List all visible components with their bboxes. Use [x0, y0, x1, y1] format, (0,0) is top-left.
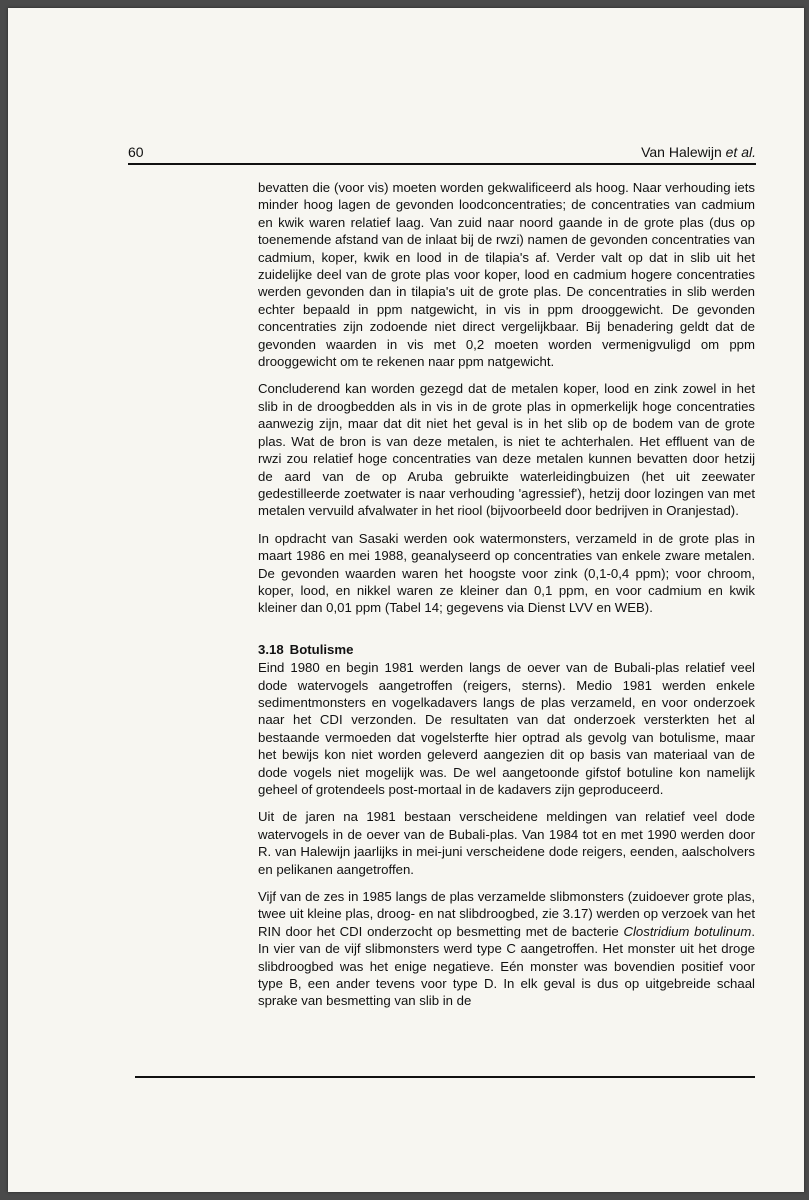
- paragraph-text: . In vier van de vijf slibmonsters werd type C aangetroffen. Het monster uit het droge slibdroogbed was het enige negatieve. Eén monster was bovendien positief voor type B, een ander tevens voor type D. In elk geval is dus op uitgebreide schaal sprake van besmetting van slib in de: [258, 923, 755, 1009]
- page-number: 60: [128, 144, 144, 160]
- page-sheet: [8, 8, 804, 1192]
- header-rule: [128, 163, 756, 165]
- paragraph: Eind 1980 en begin 1981 werden langs de oever van de Bubali-plas relatief veel dode watervogels aangetroffen (reigers, sterns). Medio 1981 werden enkele sedimentmonsters en vogelkadavers langs de plas verzameld, en voor onderzoek naar het CDI verzonden. De resultaten van dat onderzoek versterkten het al bestaande vermoeden dat vogelsterfte hier optrad als gevolg van botulisme, maar het bewijs kon niet worden geleverd aangezien dit op basis van materiaal van de dode vogels niet mogelijk was. De wel aangetoonde gifstof botuline kon namelijk geheel of grotendeels post-mortaal in de kadavers zijn geproduceerd.: [258, 660, 755, 797]
- paragraph: [258, 888, 755, 1010]
- species-name: Clostridium botulinum: [623, 923, 752, 939]
- main-text: [258, 179, 755, 1020]
- paragraph: In opdracht van Sasaki werden ook watermonsters, verzameld in de grote plas in maart 1986 en mei 1988, geanalyseerd op concentraties van enkele zware metalen. De gevonden waarden waren het hoogste voor zink (0,1-0,4 ppm); voor chroom, koper, lood, en nikkel waren ze kleiner dan 0,1 ppm, en voor cadmium en kwik kleiner dan 0,01 ppm (Tabel 14; gegevens via Dienst LVV en WEB).: [258, 530, 755, 616]
- section-number: 3.18: [258, 641, 284, 657]
- page-header: [128, 144, 756, 164]
- paragraph: bevatten die (voor vis) moeten worden gekwalificeerd als hoog. Naar verhouding iets minder hoog lagen de gevonden loodconcentraties; de concentraties van cadmium en kwik waren relatief laag. Van zuid naar noord gaande in de grote plas (dus op toenemende afstand van de inlaat bij de rwzi) namen de gevonden concentraties van cadmium, koper, kwik en lood in de tilapia's af. Verder valt op dat in slib uit het zuidelijke deel van de grote plas voor koper, lood en cadmium hogere concentraties werden gevonden dan in tilapia's uit de grote plas. De concentraties in slib werden echter bepaald in ppm natgewicht, in vis in ppm drooggewicht. De gevonden concentraties zijn zodoende niet direct vergelijkbaar. Bij benadering geldt dat de gevonden waarden in vis met 0,2 moeten worden vermenigvuligd om ppm drooggewicht om te rekenen naar ppm natgewicht.: [258, 180, 755, 370]
- paragraph: Uit de jaren na 1981 bestaan verscheidene meldingen van relatief veel dode watervogels in de oever van de Bubali-plas. Van 1984 tot en met 1990 werden door R. van Halewijn jaarlijks in mei-juni verscheidene dode reigers, eenden, aalscholvers en pelikanen aangetroffen.: [258, 809, 755, 877]
- paragraph-text: Vijf van de zes in 1985 langs de plas verzamelde slibmonsters (zuidoever grote plas, twee uit kleine plas, droog- en nat slibdroogbed, zie 3.17) werden op verzoek van het RIN door het CDI onderzocht op besmetting met de bacterie: [258, 889, 755, 939]
- running-head: [641, 144, 756, 160]
- running-head-etal: et al.: [725, 144, 756, 160]
- footer-rule: [135, 1076, 755, 1078]
- section-title: Botulisme: [289, 641, 354, 657]
- running-head-author: Van Halewijn: [641, 144, 722, 160]
- section-heading: [258, 641, 755, 658]
- paragraph: Concluderend kan worden gezegd dat de metalen koper, lood en zink zowel in het slib in de droogbedden als in vis in de grote plas in opmerkelijk hoge concentraties aanwezig zijn, maar dat dit niet het geval is in het slib op de bodem van de grote plas. Wat de bron is van deze metalen, is niet te achterhalen. Het effluent van de rwzi zou relatief hoge concentraties van deze metalen kunnen bevatten door hetzij de aard van de op Aruba gebruikte waterleidingbuizen (het uit zeewater gedestilleerde zoetwater is naar verhouding 'agressief'), hetzij door lozingen van met metalen vervuild afvalwater in het riool (bijvoorbeeld door bedrijven in Oranjestad).: [258, 381, 755, 519]
